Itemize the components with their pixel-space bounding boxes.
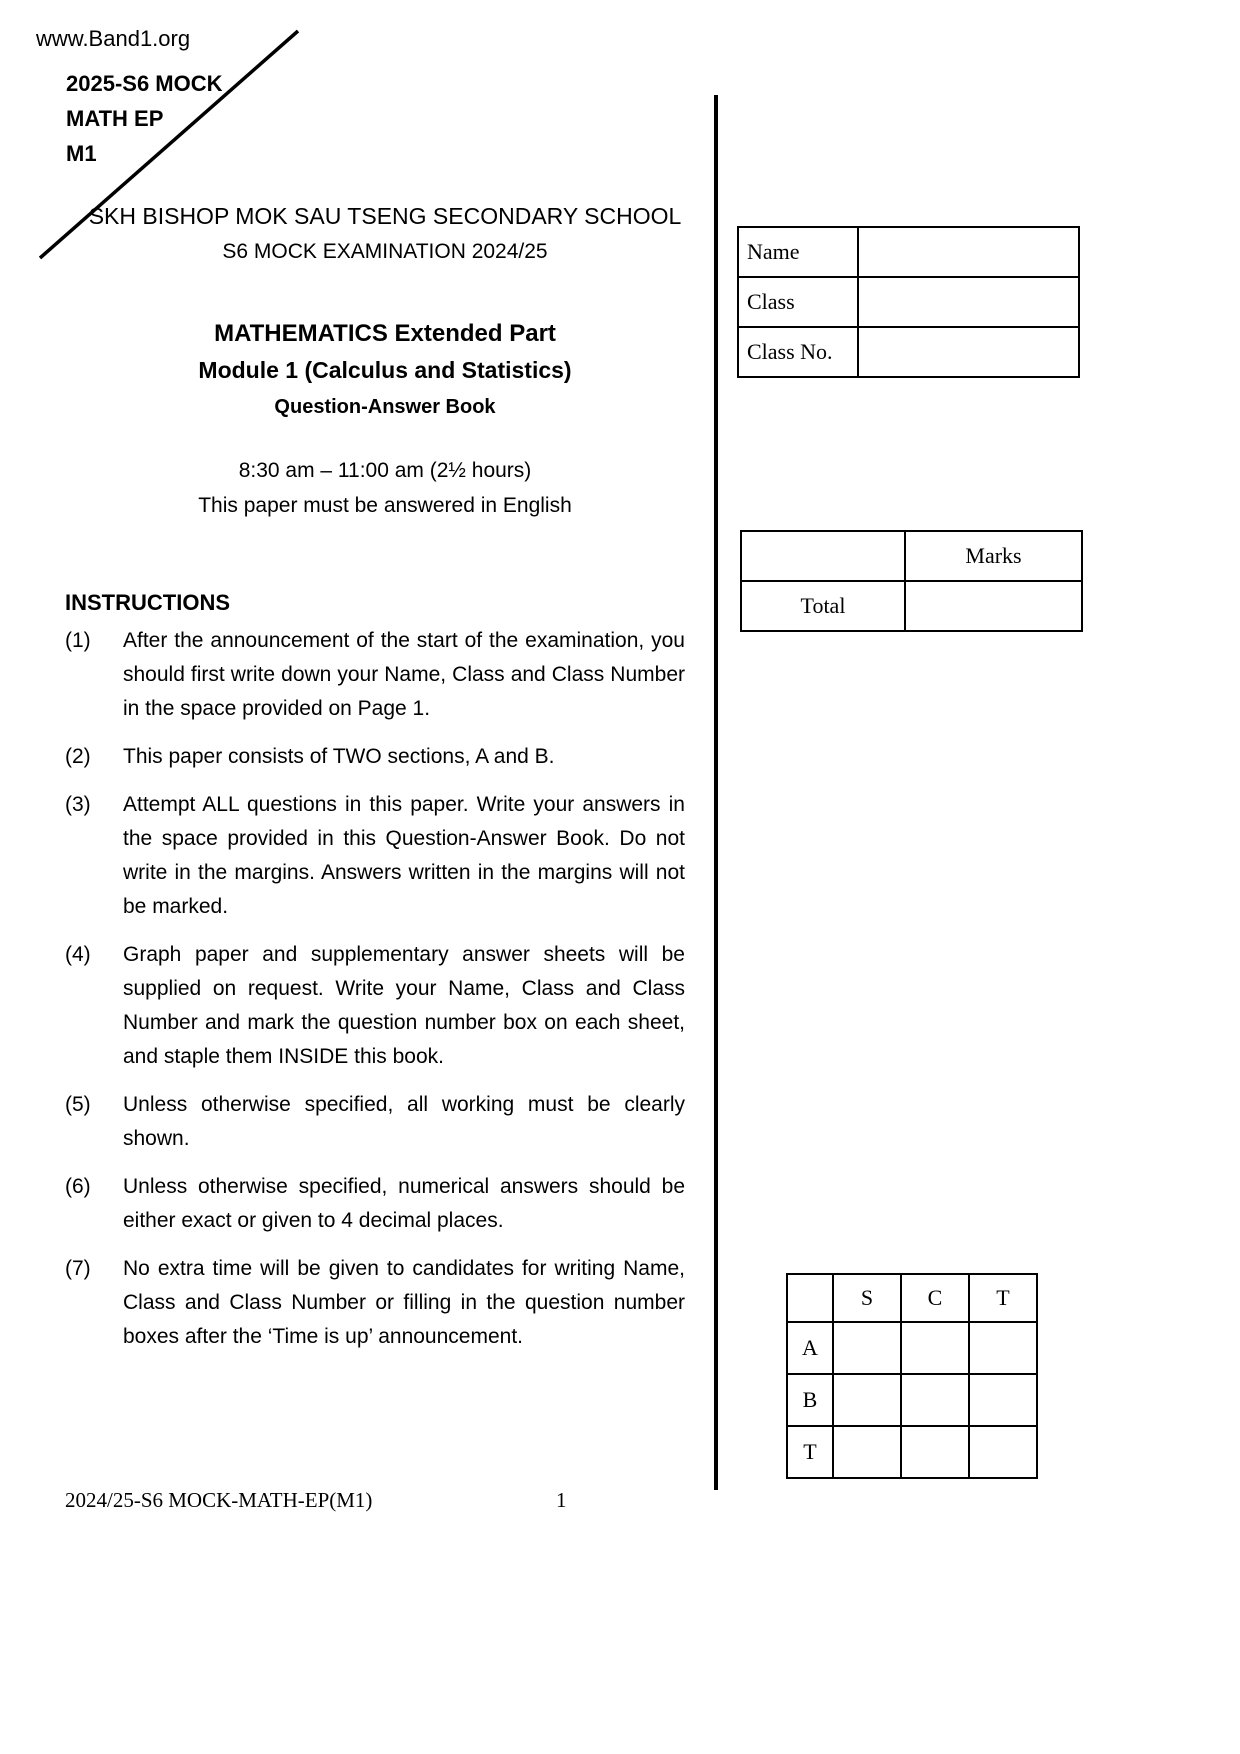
language-note: This paper must be answered in English (198, 494, 572, 517)
table-row (741, 531, 1082, 581)
instructions-list (65, 624, 685, 1368)
instruction-text: Graph paper and supplementary answer sheets will be supplied on request. Write your Name, Class and Class Number and mark the question number box on each sheet, and staple them INSIDE this book. (123, 943, 685, 1068)
instruction-number: (2) (65, 745, 91, 768)
total-label: Total (741, 581, 905, 631)
grade-cell (969, 1374, 1037, 1426)
instruction-number: (3) (65, 793, 91, 816)
time-block (0, 453, 770, 523)
instruction-text: Unless otherwise specified, numerical answers should be either exact or given to 4 decimal places. (123, 1175, 685, 1232)
table-row (741, 581, 1082, 631)
instruction-item (65, 740, 685, 774)
instruction-text: No extra time will be given to candidates for writing Name, Class and Class Number or filling in the question number boxes after the ‘Time is up’ announcement. (123, 1257, 685, 1348)
school-name: SKH BISHOP MOK SAU TSENG SECONDARY SCHOOL (88, 203, 682, 229)
instruction-number: (5) (65, 1093, 91, 1116)
instruction-item (65, 1088, 685, 1156)
instruction-item (65, 1170, 685, 1238)
class-no-label: Class No. (738, 327, 858, 377)
instruction-number: (4) (65, 943, 91, 966)
paper-title: MATHEMATICS Extended Part (214, 320, 556, 347)
class-label: Class (738, 277, 858, 327)
grade-cell (901, 1374, 969, 1426)
name-field (858, 227, 1079, 277)
instruction-number: (7) (65, 1257, 91, 1280)
grade-cell (969, 1426, 1037, 1478)
exam-code-line-1: 2025-S6 MOCK (66, 71, 223, 96)
table-row (787, 1426, 1037, 1478)
table-row (787, 1374, 1037, 1426)
grade-col-header-c: C (901, 1274, 969, 1322)
diagonal-strike-line (0, 0, 320, 280)
exam-code-line-2: MATH EP (66, 106, 164, 131)
instruction-item (65, 938, 685, 1074)
table-row (738, 227, 1079, 277)
vertical-divider-rule (714, 95, 718, 1490)
instruction-number: (6) (65, 1175, 91, 1198)
instruction-text: Attempt ALL questions in this paper. Write your answers in the space provided in this Question-Answer Book. Do not write in the margins. Answers written in the margins will not be marked. (123, 793, 685, 918)
instruction-text: This paper consists of TWO sections, A and B. (123, 745, 555, 768)
grade-row-header-t: T (787, 1426, 833, 1478)
exam-session: S6 MOCK EXAMINATION 2024/25 (222, 240, 548, 263)
instruction-text: After the announcement of the start of the examination, you should first write down your Name, Class and Class Number in the space provided on Page 1. (123, 629, 685, 720)
watermark-url: www.Band1.org (36, 26, 191, 51)
paper-title-block (0, 320, 770, 419)
class-field (858, 277, 1079, 327)
footer-document-code: 2024/25-S6 MOCK-MATH-EP(M1) (65, 1488, 373, 1512)
grade-cell (833, 1426, 901, 1478)
paper-book-type: Question-Answer Book (274, 396, 496, 418)
footer-page-number: 1 (556, 1488, 567, 1512)
paper-module: Module 1 (Calculus and Statistics) (198, 357, 572, 383)
grade-cell (901, 1322, 969, 1374)
marks-table (740, 530, 1083, 632)
grade-cell (833, 1374, 901, 1426)
instruction-number: (1) (65, 629, 91, 652)
total-marks-cell (905, 581, 1082, 631)
instruction-item (65, 624, 685, 726)
grade-cell (901, 1426, 969, 1478)
class-no-field (858, 327, 1079, 377)
grade-col-header-t: T (969, 1274, 1037, 1322)
exam-code-line-3: M1 (66, 141, 97, 166)
table-row (787, 1274, 1037, 1322)
grading-table (786, 1273, 1038, 1479)
exam-time: 8:30 am – 11:00 am (2½ hours) (238, 459, 532, 482)
grade-cell (969, 1322, 1037, 1374)
marks-empty-cell (741, 531, 905, 581)
grade-row-header-a: A (787, 1322, 833, 1374)
grade-cell (833, 1322, 901, 1374)
instruction-text: Unless otherwise specified, all working must be clearly shown. (123, 1093, 685, 1150)
instruction-item (65, 1252, 685, 1354)
instructions-heading: INSTRUCTIONS (65, 590, 230, 615)
table-row (738, 327, 1079, 377)
marks-header: Marks (905, 531, 1082, 581)
grade-corner-cell (787, 1274, 833, 1322)
table-row (738, 277, 1079, 327)
instruction-item (65, 788, 685, 924)
grade-row-header-b: B (787, 1374, 833, 1426)
candidate-info-table (737, 226, 1080, 378)
table-row (787, 1322, 1037, 1374)
name-label: Name (738, 227, 858, 277)
grade-col-header-s: S (833, 1274, 901, 1322)
